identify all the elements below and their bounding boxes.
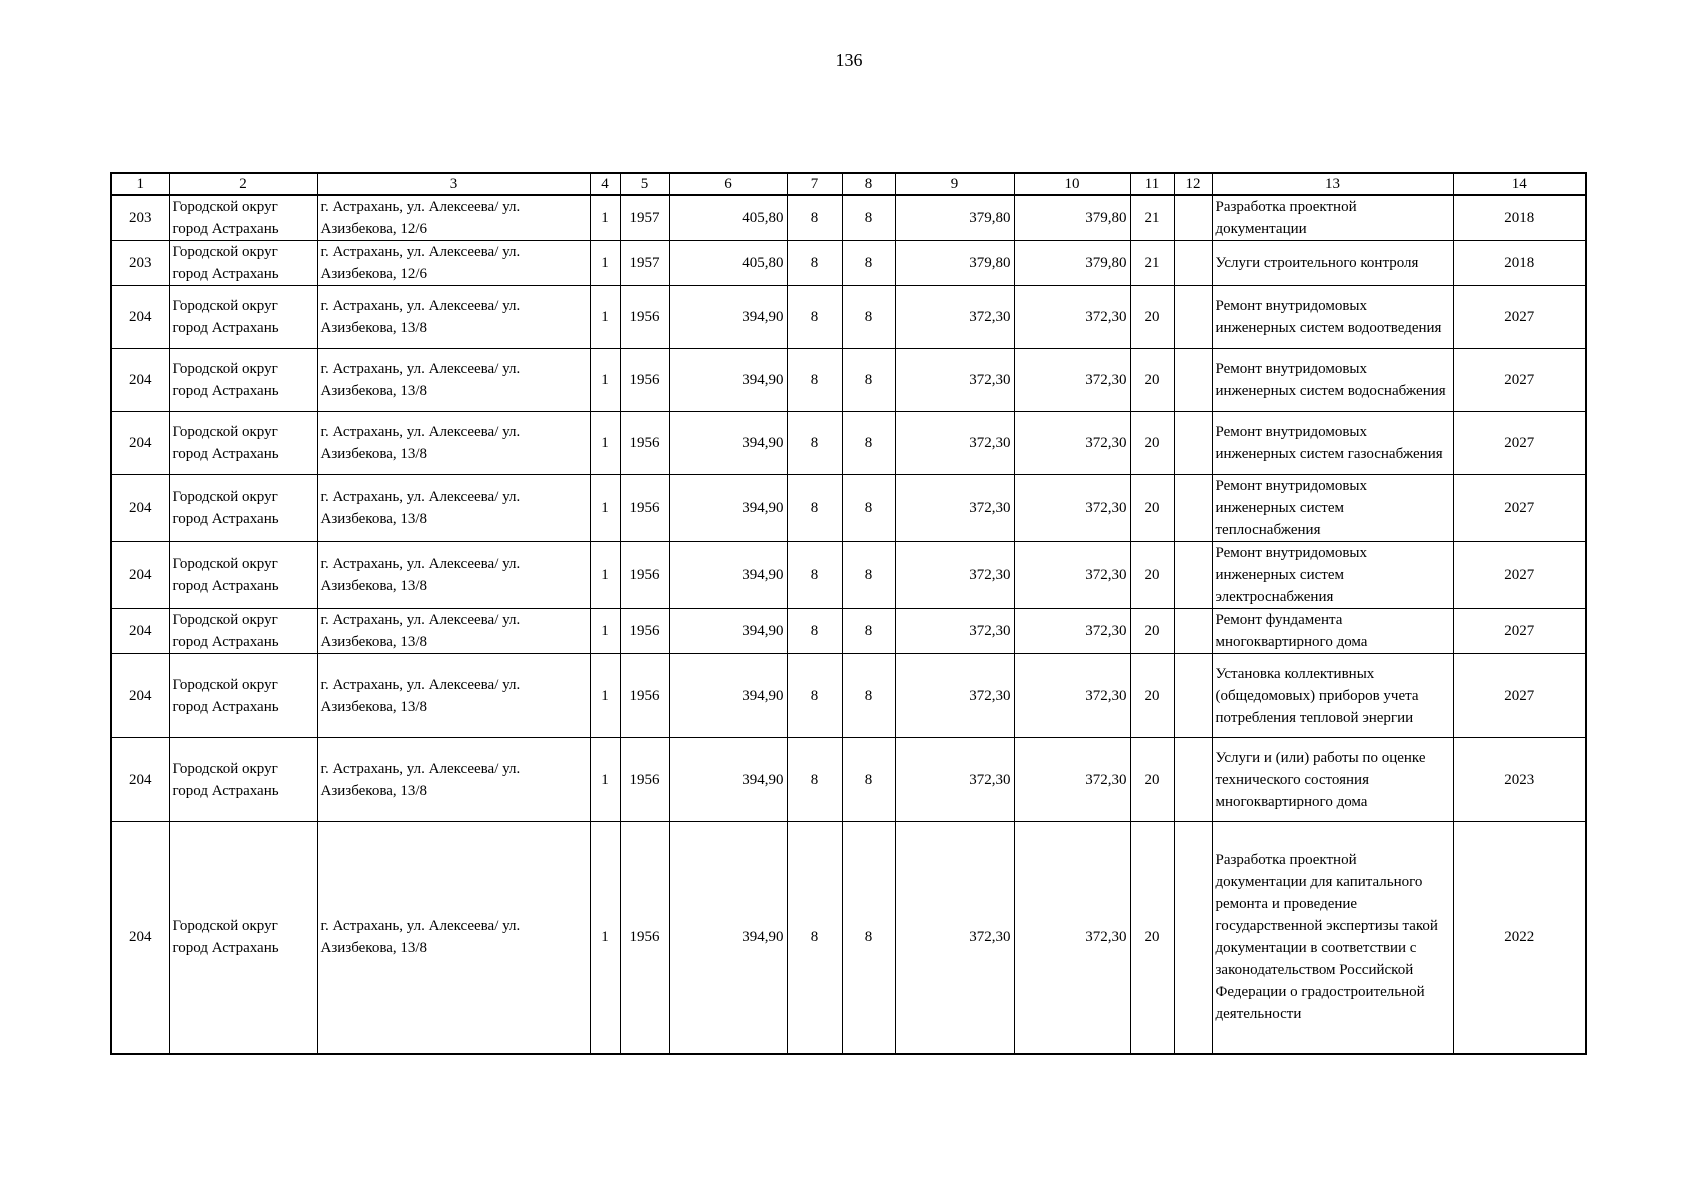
cell-municipality: Городской округ город Астрахань: [169, 542, 317, 609]
cell-municipality: Городской округ город Астрахань: [169, 241, 317, 286]
cell-col11: 20: [1130, 475, 1174, 542]
cell-col7: 8: [787, 195, 842, 241]
cell-total-area: 394,90: [669, 412, 787, 475]
cell-plan-year: 2027: [1453, 542, 1586, 609]
cell-number: 204: [111, 475, 169, 542]
cell-col7: 8: [787, 412, 842, 475]
cell-col7: 8: [787, 241, 842, 286]
cell-col10: 372,30: [1014, 286, 1130, 349]
cell-municipality: Городской округ город Астрахань: [169, 349, 317, 412]
cell-municipality: Городской округ город Астрахань: [169, 286, 317, 349]
cell-col8: 8: [842, 654, 895, 738]
cell-col9: 372,30: [895, 286, 1014, 349]
cell-number: 204: [111, 654, 169, 738]
cell-municipality: Городской округ город Астрахань: [169, 654, 317, 738]
cell-col11: 20: [1130, 738, 1174, 822]
column-header: 3: [317, 173, 590, 195]
column-header: 1: [111, 173, 169, 195]
cell-plan-year: 2018: [1453, 195, 1586, 241]
column-header: 7: [787, 173, 842, 195]
cell-address: г. Астрахань, ул. Алексеева/ ул. Азизбекова, 13/8: [317, 654, 590, 738]
cell-col7: 8: [787, 475, 842, 542]
cell-plan-year: 2023: [1453, 738, 1586, 822]
cell-address: г. Астрахань, ул. Алексеева/ ул. Азизбекова, 13/8: [317, 542, 590, 609]
cell-work-type: Услуги и (или) работы по оценке технического состояния многоквартирного дома: [1212, 738, 1453, 822]
column-header: 14: [1453, 173, 1586, 195]
cell-col10: 372,30: [1014, 609, 1130, 654]
cell-number: 204: [111, 822, 169, 1054]
header-row: [111, 173, 1586, 195]
cell-col11: 20: [1130, 654, 1174, 738]
cell-plan-year: 2027: [1453, 475, 1586, 542]
cell-total-area: 394,90: [669, 654, 787, 738]
cell-municipality: Городской округ город Астрахань: [169, 822, 317, 1054]
cell-work-type: Разработка проектной документации для капитального ремонта и проведение государственной экспертизы такой документации в соответствии с законодательством Российской Федерации о градостроительной деятельности: [1212, 822, 1453, 1054]
column-header: 4: [590, 173, 620, 195]
cell-plan-year: 2022: [1453, 822, 1586, 1054]
cell-col4: 1: [590, 738, 620, 822]
cell-col4: 1: [590, 241, 620, 286]
cell-col7: 8: [787, 349, 842, 412]
cell-year-built: 1957: [620, 195, 669, 241]
table-body: [111, 195, 1586, 1054]
cell-col12: [1174, 241, 1212, 286]
cell-address: г. Астрахань, ул. Алексеева/ ул. Азизбекова, 13/8: [317, 738, 590, 822]
cell-col9: 372,30: [895, 609, 1014, 654]
cell-col7: 8: [787, 654, 842, 738]
table-row: [111, 738, 1586, 822]
cell-col8: 8: [842, 286, 895, 349]
cell-number: 204: [111, 412, 169, 475]
cell-col11: 20: [1130, 542, 1174, 609]
table-row: [111, 241, 1586, 286]
cell-col10: 372,30: [1014, 475, 1130, 542]
cell-col12: [1174, 412, 1212, 475]
cell-col9: 372,30: [895, 349, 1014, 412]
cell-total-area: 394,90: [669, 286, 787, 349]
cell-col11: 20: [1130, 286, 1174, 349]
table-row: [111, 286, 1586, 349]
cell-municipality: Городской округ город Астрахань: [169, 195, 317, 241]
cell-plan-year: 2027: [1453, 654, 1586, 738]
cell-col10: 372,30: [1014, 654, 1130, 738]
cell-year-built: 1956: [620, 286, 669, 349]
cell-work-type: Ремонт фундамента многоквартирного дома: [1212, 609, 1453, 654]
cell-col11: 20: [1130, 609, 1174, 654]
cell-col12: [1174, 822, 1212, 1054]
column-header: 11: [1130, 173, 1174, 195]
cell-col12: [1174, 195, 1212, 241]
cell-col11: 20: [1130, 822, 1174, 1054]
cell-year-built: 1956: [620, 542, 669, 609]
cell-col7: 8: [787, 822, 842, 1054]
column-header: 8: [842, 173, 895, 195]
cell-col4: 1: [590, 654, 620, 738]
cell-col9: 372,30: [895, 738, 1014, 822]
cell-col8: 8: [842, 542, 895, 609]
cell-col10: 372,30: [1014, 412, 1130, 475]
cell-col8: 8: [842, 412, 895, 475]
cell-col4: 1: [590, 412, 620, 475]
cell-col10: 379,80: [1014, 195, 1130, 241]
cell-work-type: Ремонт внутридомовых инженерных систем водоснабжения: [1212, 349, 1453, 412]
cell-address: г. Астрахань, ул. Алексеева/ ул. Азизбекова, 13/8: [317, 475, 590, 542]
cell-work-type: Установка коллективных (общедомовых) приборов учета потребления тепловой энергии: [1212, 654, 1453, 738]
cell-col12: [1174, 654, 1212, 738]
cell-year-built: 1956: [620, 654, 669, 738]
cell-address: г. Астрахань, ул. Алексеева/ ул. Азизбекова, 13/8: [317, 412, 590, 475]
cell-col10: 372,30: [1014, 822, 1130, 1054]
capital-repair-table: [110, 172, 1587, 1055]
cell-col9: 379,80: [895, 241, 1014, 286]
column-header: 6: [669, 173, 787, 195]
cell-col4: 1: [590, 195, 620, 241]
cell-work-type: Ремонт внутридомовых инженерных систем теплоснабжения: [1212, 475, 1453, 542]
cell-total-area: 405,80: [669, 241, 787, 286]
table-row: [111, 609, 1586, 654]
table-row: [111, 822, 1586, 1054]
cell-work-type: Разработка проектной документации: [1212, 195, 1453, 241]
cell-work-type: Ремонт внутридомовых инженерных систем электроснабжения: [1212, 542, 1453, 609]
cell-col9: 372,30: [895, 412, 1014, 475]
cell-work-type: Услуги строительного контроля: [1212, 241, 1453, 286]
cell-col4: 1: [590, 609, 620, 654]
cell-number: 203: [111, 241, 169, 286]
cell-total-area: 394,90: [669, 738, 787, 822]
cell-col4: 1: [590, 286, 620, 349]
table-row: [111, 654, 1586, 738]
cell-number: 204: [111, 738, 169, 822]
cell-col12: [1174, 286, 1212, 349]
cell-plan-year: 2027: [1453, 412, 1586, 475]
cell-col9: 372,30: [895, 822, 1014, 1054]
cell-plan-year: 2018: [1453, 241, 1586, 286]
cell-col9: 379,80: [895, 195, 1014, 241]
cell-col8: 8: [842, 349, 895, 412]
cell-col11: 20: [1130, 412, 1174, 475]
column-header: 9: [895, 173, 1014, 195]
table-row: [111, 542, 1586, 609]
table-row: [111, 412, 1586, 475]
cell-total-area: 394,90: [669, 475, 787, 542]
cell-col11: 21: [1130, 241, 1174, 286]
cell-col4: 1: [590, 822, 620, 1054]
cell-year-built: 1956: [620, 349, 669, 412]
table-row: [111, 195, 1586, 241]
cell-number: 203: [111, 195, 169, 241]
cell-col11: 20: [1130, 349, 1174, 412]
cell-address: г. Астрахань, ул. Алексеева/ ул. Азизбекова, 13/8: [317, 822, 590, 1054]
cell-col9: 372,30: [895, 654, 1014, 738]
cell-number: 204: [111, 542, 169, 609]
cell-col7: 8: [787, 542, 842, 609]
table-row: [111, 475, 1586, 542]
cell-col12: [1174, 542, 1212, 609]
cell-col8: 8: [842, 475, 895, 542]
cell-address: г. Астрахань, ул. Алексеева/ ул. Азизбекова, 12/6: [317, 195, 590, 241]
cell-col12: [1174, 475, 1212, 542]
cell-col8: 8: [842, 822, 895, 1054]
cell-year-built: 1956: [620, 822, 669, 1054]
cell-year-built: 1956: [620, 412, 669, 475]
cell-col8: 8: [842, 738, 895, 822]
cell-col10: 372,30: [1014, 542, 1130, 609]
cell-address: г. Астрахань, ул. Алексеева/ ул. Азизбекова, 13/8: [317, 349, 590, 412]
cell-col12: [1174, 609, 1212, 654]
column-header: 13: [1212, 173, 1453, 195]
cell-col7: 8: [787, 609, 842, 654]
cell-address: г. Астрахань, ул. Алексеева/ ул. Азизбекова, 13/8: [317, 609, 590, 654]
cell-total-area: 394,90: [669, 542, 787, 609]
cell-municipality: Городской округ город Астрахань: [169, 412, 317, 475]
cell-col7: 8: [787, 286, 842, 349]
cell-address: г. Астрахань, ул. Алексеева/ ул. Азизбекова, 12/6: [317, 241, 590, 286]
cell-total-area: 405,80: [669, 195, 787, 241]
cell-total-area: 394,90: [669, 349, 787, 412]
cell-year-built: 1956: [620, 475, 669, 542]
column-header: 2: [169, 173, 317, 195]
cell-number: 204: [111, 349, 169, 412]
cell-total-area: 394,90: [669, 822, 787, 1054]
cell-col12: [1174, 738, 1212, 822]
cell-col4: 1: [590, 542, 620, 609]
cell-col12: [1174, 349, 1212, 412]
column-header: 10: [1014, 173, 1130, 195]
cell-col8: 8: [842, 195, 895, 241]
cell-municipality: Городской округ город Астрахань: [169, 738, 317, 822]
cell-col9: 372,30: [895, 542, 1014, 609]
cell-number: 204: [111, 609, 169, 654]
cell-total-area: 394,90: [669, 609, 787, 654]
cell-col10: 372,30: [1014, 738, 1130, 822]
cell-col10: 372,30: [1014, 349, 1130, 412]
cell-plan-year: 2027: [1453, 609, 1586, 654]
cell-work-type: Ремонт внутридомовых инженерных систем водоотведения: [1212, 286, 1453, 349]
cell-year-built: 1956: [620, 738, 669, 822]
cell-col7: 8: [787, 738, 842, 822]
column-header: 5: [620, 173, 669, 195]
cell-municipality: Городской округ город Астрахань: [169, 475, 317, 542]
cell-number: 204: [111, 286, 169, 349]
cell-col8: 8: [842, 609, 895, 654]
cell-address: г. Астрахань, ул. Алексеева/ ул. Азизбекова, 13/8: [317, 286, 590, 349]
table-row: [111, 349, 1586, 412]
cell-col10: 379,80: [1014, 241, 1130, 286]
cell-col11: 21: [1130, 195, 1174, 241]
cell-plan-year: 2027: [1453, 286, 1586, 349]
cell-col9: 372,30: [895, 475, 1014, 542]
page-number: 136: [835, 50, 863, 70]
column-header: 12: [1174, 173, 1212, 195]
cell-year-built: 1957: [620, 241, 669, 286]
cell-col8: 8: [842, 241, 895, 286]
cell-plan-year: 2027: [1453, 349, 1586, 412]
cell-col4: 1: [590, 475, 620, 542]
cell-municipality: Городской округ город Астрахань: [169, 609, 317, 654]
cell-col4: 1: [590, 349, 620, 412]
cell-work-type: Ремонт внутридомовых инженерных систем газоснабжения: [1212, 412, 1453, 475]
cell-year-built: 1956: [620, 609, 669, 654]
